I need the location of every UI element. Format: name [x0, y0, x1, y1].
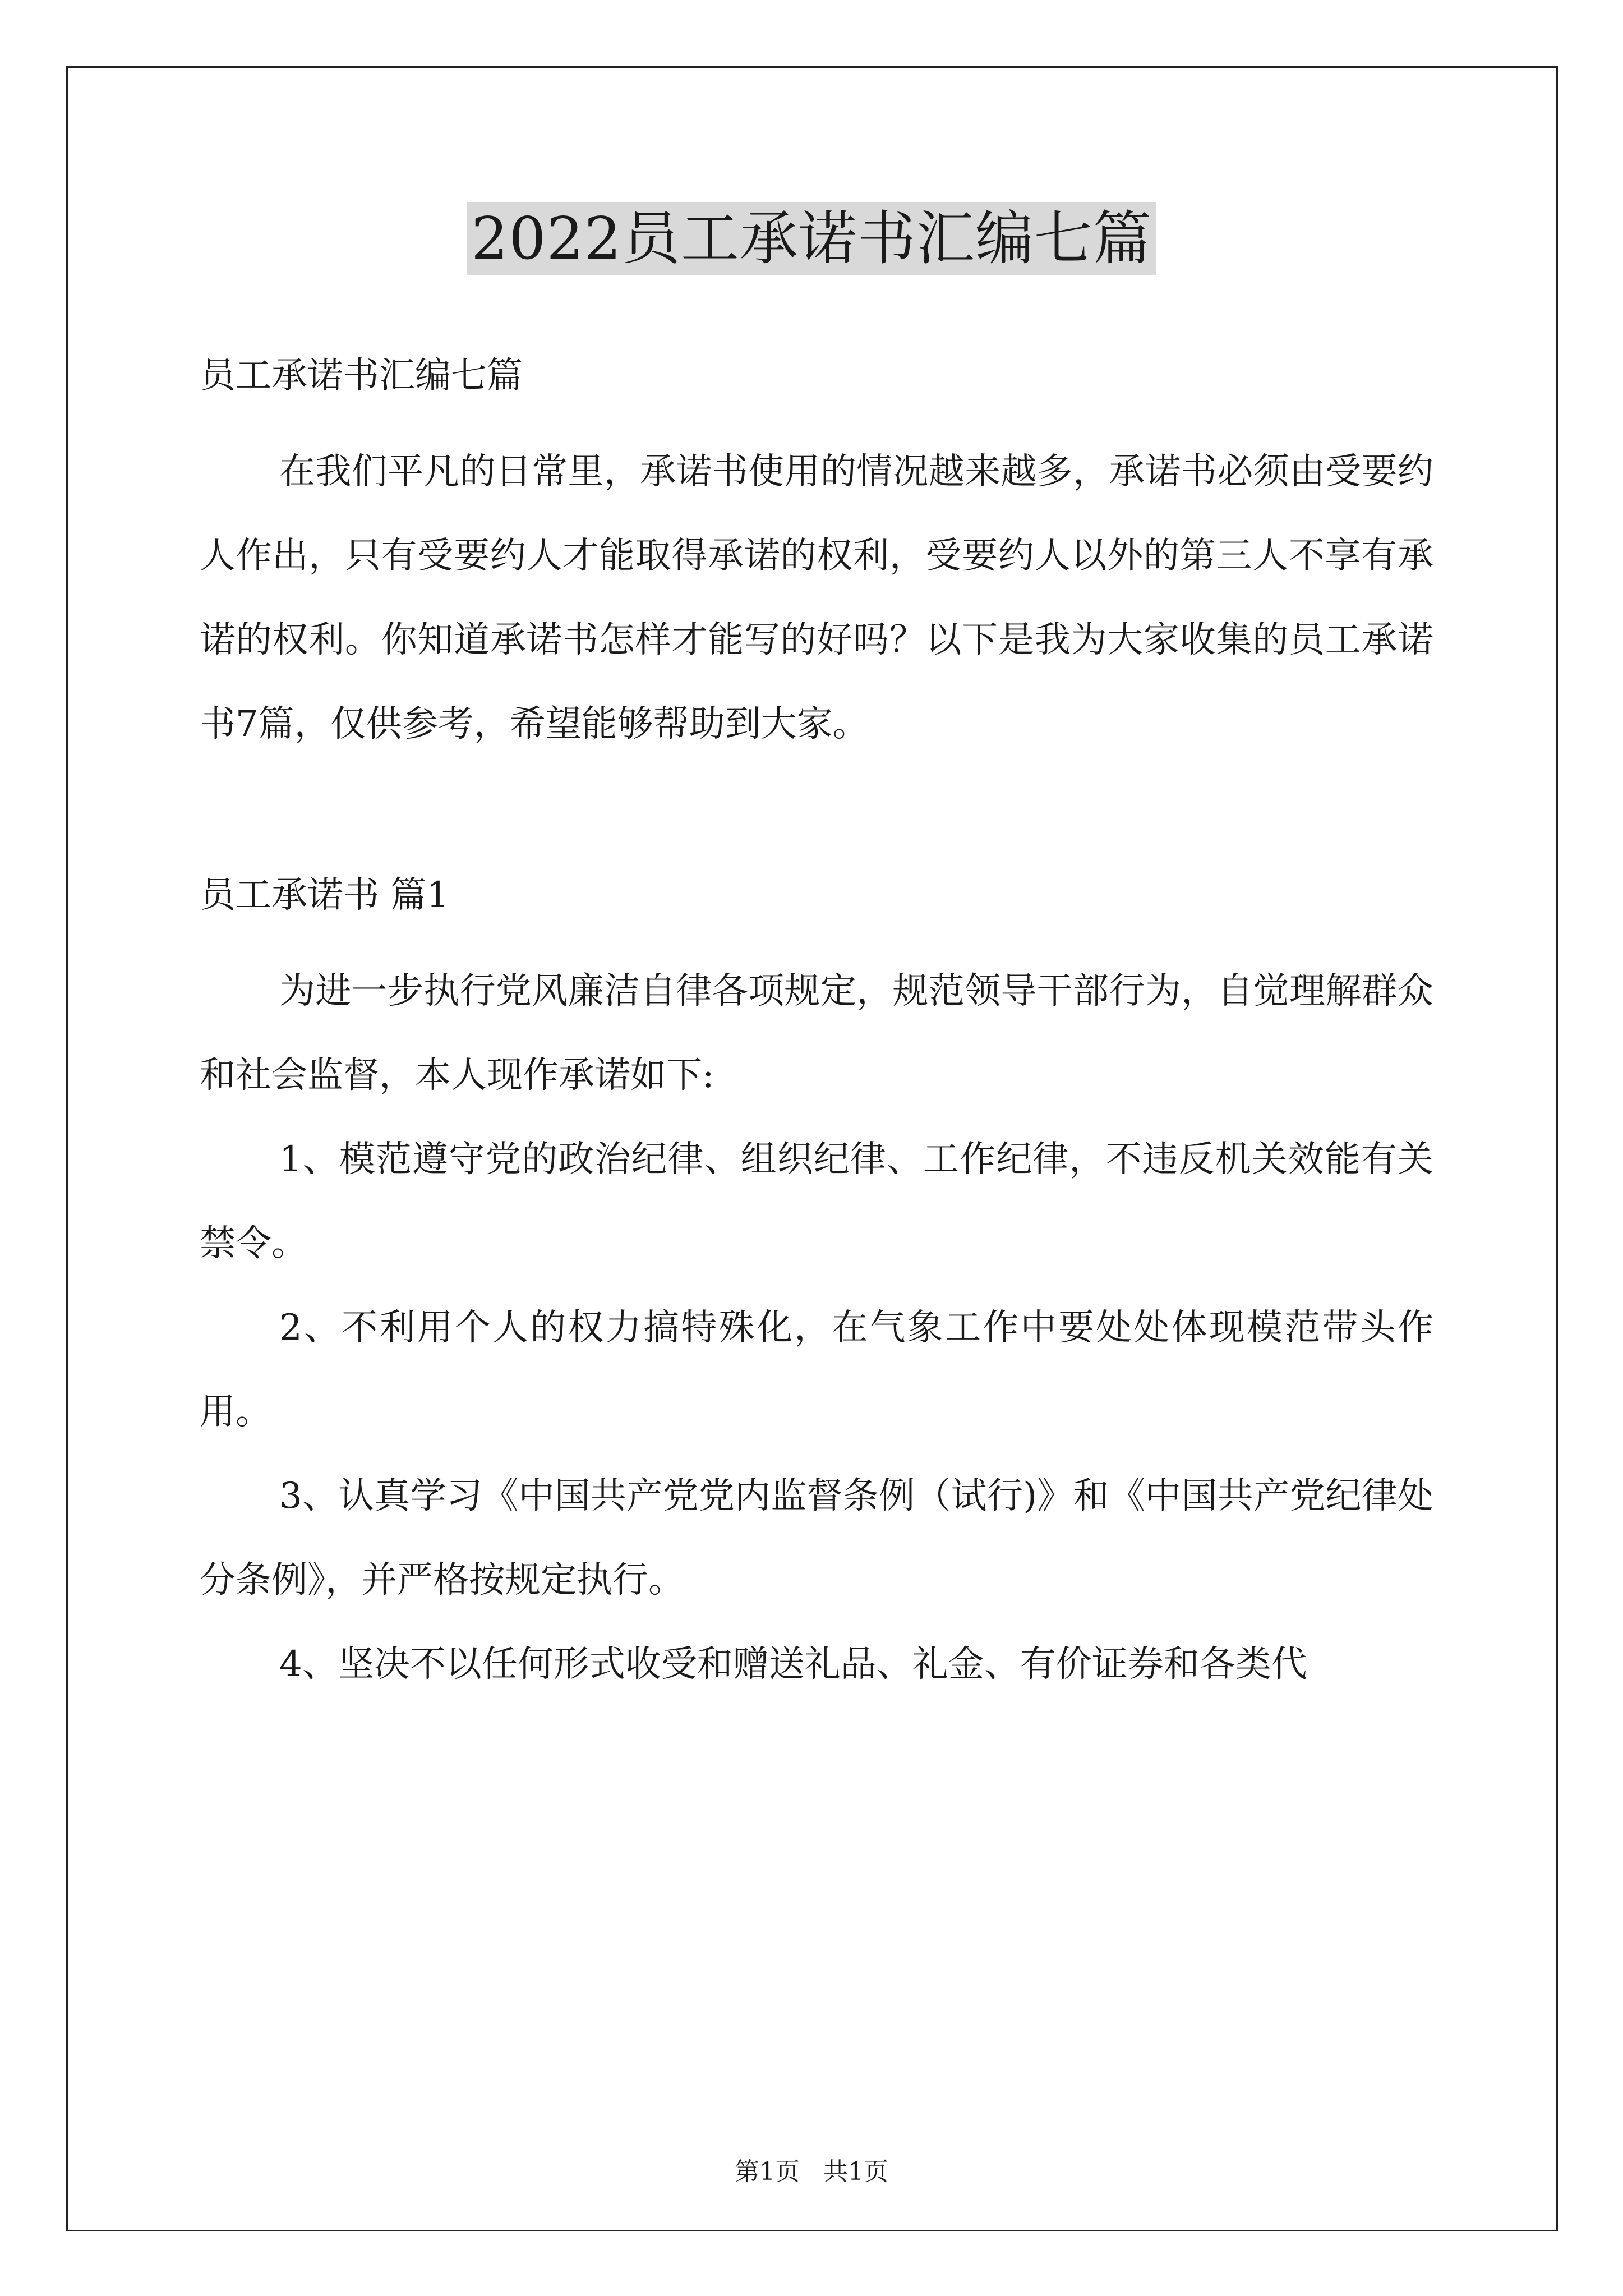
title-wrap [0, 202, 1623, 275]
page-total: 共1页 [823, 2157, 888, 2186]
page-number: 第1页 [735, 2157, 800, 2186]
document-title: 2022员工承诺书汇编七篇 [467, 202, 1156, 275]
section-paragraph: 3、认真学习《中国共产党党内监督条例（试行)》和《中国共产党纪律处分条例》，并严格按规定执行。 [200, 1475, 1433, 1601]
page-footer [0, 2156, 1623, 2188]
section-paragraph: 4、坚决不以任何形式收受和赠送礼品、礼金、有价证券和各类代 [279, 1644, 1307, 1685]
document-body [200, 303, 1433, 1706]
document-subtitle: 员工承诺书汇编七篇 [200, 355, 523, 397]
section-heading: 员工承诺书 篇1 [200, 875, 450, 916]
section-paragraph: 1、模范遵守党的政治纪律、组织纪律、工作纪律，不违反机关效能有关禁令。 [200, 1139, 1433, 1264]
intro-paragraph: 在我们平凡的日常里，承诺书使用的情况越来越多，承诺书必须由受要约人作出，只有受要约人才能取得承诺的权利，受要约人以外的第三人不享有承诺的权利。你知道承诺书怎样才能写的好吗？以下是我为大家收集的员工承诺书7篇，仅供参考，希望能够帮助到大家。 [200, 451, 1433, 745]
section-paragraph: 2、不利用个人的权力搞特殊化，在气象工作中要处处体现模范带头作用。 [200, 1307, 1433, 1433]
section-paragraph: 为进一步执行党风廉洁自律各项规定，规范领导干部行为，自觉理解群众和社会监督，本人现作承诺如下: [200, 970, 1433, 1096]
